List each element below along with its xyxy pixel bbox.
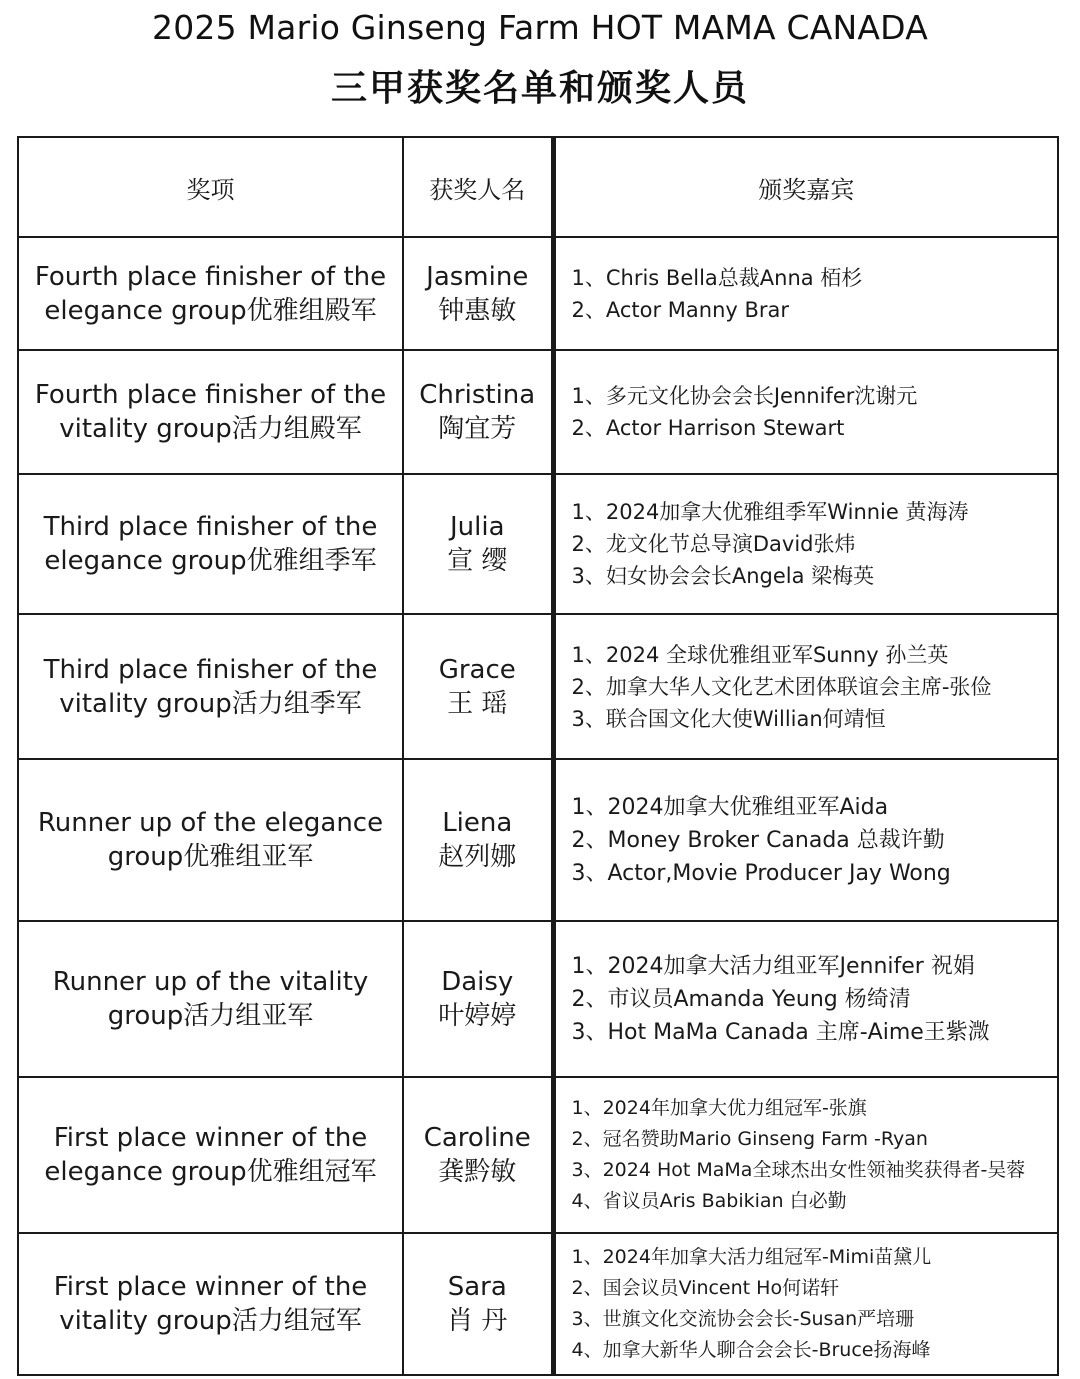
table-row (18, 921, 1058, 1077)
presenter-item: 3、2024 Hot MaMa全球杰出女性领袖奖获得者-吴蓉 (571, 1159, 1026, 1181)
presenter-item: 4、省议员Aris Babikian 白必勤 (571, 1190, 847, 1212)
winner-name-en: Jasmine (426, 261, 529, 292)
presenters-cell (553, 614, 1058, 759)
winner-cell (403, 921, 553, 1077)
presenter-item: 1、2024年加拿大优力组冠军-张旗 (571, 1097, 867, 1119)
winner-cell (403, 614, 553, 759)
presenter-item: 4、加拿大新华人聊合会会长-Bruce扬海峰 (571, 1339, 931, 1361)
winner-cell (403, 237, 553, 350)
winner-name-cn: 钟惠敏 (438, 295, 517, 326)
award-text-line: group活力组亚军 (107, 1001, 314, 1031)
award-text-line: Fourth place finisher of the (34, 380, 387, 410)
presenter-item: 2、Actor Harrison Stewart (571, 416, 845, 440)
winner-name-cn: 陶宜芳 (438, 414, 517, 444)
page-title: 2025 Mario Ginseng Farm HOT MAMA CANADA (152, 8, 928, 47)
winner-name-cn: 宣 缨 (447, 546, 508, 576)
award-text-line: Runner up of the elegance (37, 808, 384, 838)
award-cell (18, 350, 403, 474)
award-cell (18, 759, 403, 921)
awards-table (17, 136, 1059, 1376)
award-text-line: elegance group优雅组殿军 (44, 295, 377, 326)
award-text-line: Third place finisher of the (43, 512, 378, 542)
column-header-presenters: 颁奖嘉宾 (553, 137, 1058, 237)
table-header-row (18, 137, 1058, 237)
table-row (18, 350, 1058, 474)
presenter-item: 1、2024 全球优雅组亚军Sunny 孙兰英 (571, 642, 949, 667)
winner-name-cn: 肖 丹 (447, 1306, 508, 1336)
presenter-item: 1、2024年加拿大活力组冠军-Mimi苗黛儿 (571, 1246, 932, 1268)
winner-name-en: Caroline (423, 1123, 531, 1153)
award-text-line: Third place finisher of the (43, 654, 378, 685)
presenters-cell (553, 474, 1058, 614)
winner-cell (403, 350, 553, 474)
presenters-cell (553, 350, 1058, 474)
winner-name-en: Grace (438, 654, 516, 685)
column-header-winner: 获奖人名 (403, 137, 553, 237)
table-row (18, 237, 1058, 350)
presenter-item: 2、Actor Manny Brar (571, 297, 790, 322)
award-cell (18, 614, 403, 759)
table-row (18, 759, 1058, 921)
presenter-item: 3、联合国文化大使Willian何靖恒 (571, 706, 886, 731)
page-subtitle: 三甲获奖名单和颁奖人员 (330, 68, 749, 109)
winner-name-en: Julia (449, 512, 505, 542)
winner-cell (403, 1233, 553, 1375)
winner-name-en: Daisy (441, 967, 514, 997)
winner-name-cn: 龚黔敏 (438, 1157, 517, 1187)
winner-name-cn: 赵列娜 (438, 842, 517, 872)
presenter-item: 1、2024加拿大优雅组季军Winnie 黄海涛 (571, 500, 969, 524)
presenters-cell (553, 921, 1058, 1077)
presenter-item: 2、市议员Amanda Yeung 杨绮清 (571, 986, 911, 1012)
award-text-line: elegance group优雅组冠军 (44, 1157, 377, 1187)
award-text-line: First place winner of the (53, 1123, 368, 1153)
presenters-cell (553, 237, 1058, 350)
award-cell (18, 474, 403, 614)
table-row (18, 1233, 1058, 1375)
award-cell (18, 921, 403, 1077)
winner-name-cn: 王 瑶 (447, 688, 508, 719)
award-text-line: vitality group活力组季军 (59, 688, 362, 719)
presenter-item: 3、妇女协会会长Angela 梁梅英 (571, 564, 875, 588)
presenter-item: 3、世旗文化交流协会会长-Susan严培珊 (571, 1308, 915, 1330)
winner-cell (403, 759, 553, 921)
table-row (18, 614, 1058, 759)
presenter-item: 2、加拿大华人文化艺术团体联谊会主席-张俭 (571, 674, 992, 699)
award-text-line: Fourth place finisher of the (34, 261, 387, 292)
award-text-line: elegance group优雅组季军 (44, 546, 377, 576)
presenter-item: 3、Hot MaMa Canada 主席-Aime王紫溦 (571, 1019, 990, 1045)
presenter-item: 2、冠名赞助Mario Ginseng Farm -Ryan (571, 1128, 928, 1150)
winner-name-en: Sara (447, 1272, 507, 1302)
award-cell (18, 1077, 403, 1233)
table-row (18, 474, 1058, 614)
presenter-item: 2、龙文化节总导演David张炜 (571, 532, 856, 556)
presenter-item: 1、多元文化协会会长Jennifer沈谢元 (571, 384, 918, 408)
award-text-line: First place winner of the (53, 1272, 368, 1302)
presenter-item: 1、2024加拿大优雅组亚军Aida (571, 794, 889, 820)
winner-cell (403, 1077, 553, 1233)
presenter-item: 2、Money Broker Canada 总裁许勤 (571, 827, 945, 853)
presenters-cell (553, 759, 1058, 921)
award-text-line: vitality group活力组殿军 (59, 414, 362, 444)
presenter-item: 2、国会议员Vincent Ho何诺轩 (571, 1277, 840, 1299)
presenter-item: 1、2024加拿大活力组亚军Jennifer 祝娟 (571, 953, 975, 979)
winner-name-en: Liena (442, 808, 513, 838)
award-cell (18, 1233, 403, 1375)
award-text-line: group优雅组亚军 (107, 842, 314, 872)
presenters-cell (553, 1077, 1058, 1233)
award-cell (18, 237, 403, 350)
winner-cell (403, 474, 553, 614)
award-text-line: Runner up of the vitality (52, 967, 369, 997)
table-row (18, 1077, 1058, 1233)
award-text-line: vitality group活力组冠军 (59, 1306, 362, 1336)
winner-name-en: Christina (419, 380, 536, 410)
presenters-cell (553, 1233, 1058, 1375)
column-header-award: 奖项 (18, 137, 403, 237)
winner-name-cn: 叶婷婷 (438, 1001, 517, 1031)
presenter-item: 1、Chris Bella总裁Anna 栢杉 (571, 265, 863, 290)
presenter-item: 3、Actor,Movie Producer Jay Wong (571, 860, 951, 886)
